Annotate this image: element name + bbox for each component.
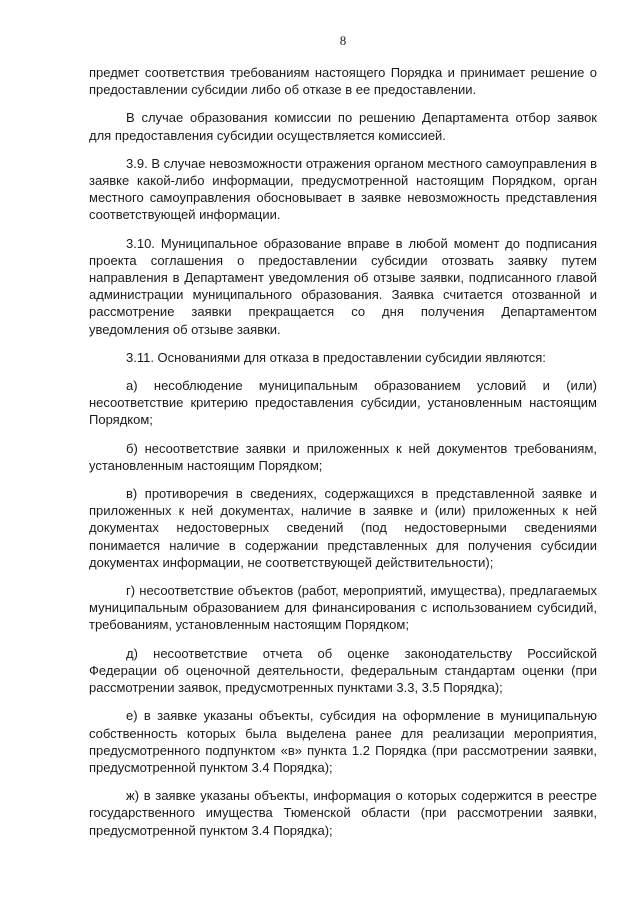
list-item-e: е) в заявке указаны объекты, субсидия на оформление в муниципальную собственность которых была выделена ранее для реализации мероприятия, предусмотренного подпунктом «в» пункта 1.2 Порядка (при рассмотрении заявки, предусмотренной пунктом 3.4 Порядка); <box>89 708 597 775</box>
paragraph-3-9: 3.9. В случае невозможности отражения органом местного самоуправления в заявке какой-либо информации, предусмотренной настоящим Порядком, орган местного самоуправления обосновывает в заявке невозможность представления соответствующей информации. <box>89 155 597 223</box>
list-item-zh: ж) в заявке указаны объекты, информация о которых содержится в реестре государственного имущества Тюменской области (при рассмотрении заявки, предусмотренной пунктом 3.4 Порядка); <box>89 788 597 838</box>
list-item-b: б) несоответствие заявки и приложенных к ней документов требованиям, установленным настоящим Порядком; <box>89 440 597 473</box>
paragraph-3-11: 3.11. Основаниями для отказа в предоставлении субсидии являются: <box>126 349 546 365</box>
document-body <box>89 64 597 850</box>
page-number: 8 <box>339 33 347 48</box>
list-item-d: д) несоответствие отчета об оценке законодательству Российской Федерации об оценочной деятельности, федеральным стандартам оценки (при рассмотрении заявок, предусмотренных пунктами 3.3, 3.5 Порядка); <box>89 645 597 696</box>
list-item-a: а) несоблюдение муниципальным образованием условий и (или) несоответствие критерию предоставления субсидии, установленным настоящим Порядком; <box>89 378 597 428</box>
paragraph-commission: В случае образования комиссии по решению Департамента отбор заявок для предоставления субсидии осуществляется комиссией. <box>89 110 597 143</box>
list-item-v: в) противоречия в сведениях, содержащихся в представленной заявке и приложенных к ней документах, наличие в заявке и (или) приложенных к ней документах недостоверных сведений (под недостоверными сведениями понимается наличие в содержании представленных для получения субсидии документах информации, не соответствующей действительности); <box>89 486 597 570</box>
paragraph-continuation: предмет соответствия требованиям настоящего Порядка и принимает решение о предоставлении субсидии либо об отказе в ее предоставлении. <box>89 65 597 98</box>
paragraph-3-10: 3.10. Муниципальное образование вправе в любой момент до подписания проекта соглашения о предоставлении субсидии отозвать заявку путем направления в Департамент уведомления об отзыве заявки, подписанного главой администрации муниципального образования. Заявка считается отозванной и рассмотрение заявки прекращается со дня получения Департаментом уведомления об отзыве заявки. <box>89 235 597 337</box>
list-item-g: г) несоответствие объектов (работ, мероприятий, имущества), предлагаемых муниципальным образованием для финансирования с использованием субсидий, требованиям, установленным настоящим Порядком; <box>89 583 597 633</box>
